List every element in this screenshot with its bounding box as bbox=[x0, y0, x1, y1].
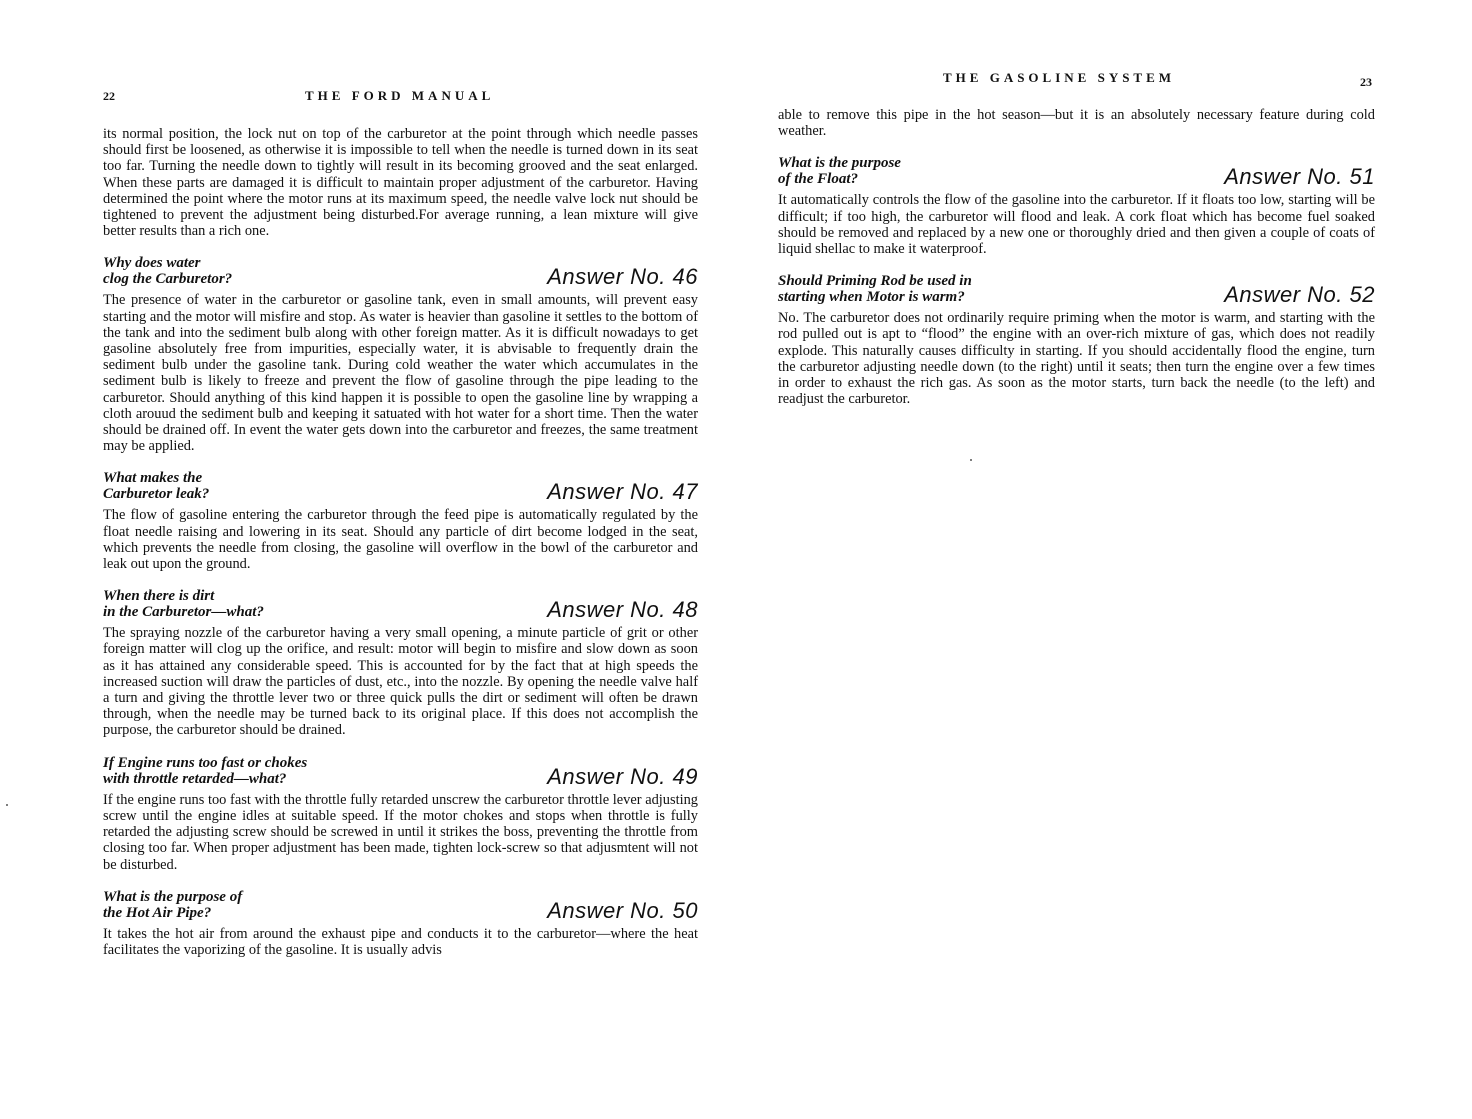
question: When there is dirt in the Carburetor—what? bbox=[103, 588, 264, 621]
answer-label: Answer No. 47 bbox=[547, 479, 698, 505]
left-text-column bbox=[103, 126, 698, 958]
page-number: 22 bbox=[103, 89, 115, 103]
qa-header bbox=[103, 255, 698, 289]
question: Why does water clog the Carburetor? bbox=[103, 255, 233, 288]
stray-mark bbox=[6, 804, 8, 806]
answer-text: The spraying nozzle of the carburetor having a very small opening, a minute particle of grit or other foreign matter will clog up the orifice, and result: motor will begin to misfire and slow down as soon as it has attained any considerable speed. This is accounted for by the fact that at high speeds the increased suction will draw the particles of dust, etc., into the nozzle. By opening the needle valve half a turn and giving the throttle lever two or three quick pulls the dirt or sediment will often be drawn through, when the needle may be turned back to its original place. If this does not accomplish the purpose, the carburetor should be drained. bbox=[103, 625, 698, 739]
qa-header bbox=[103, 588, 698, 622]
right-page bbox=[736, 0, 1472, 1119]
answer-text: The presence of water in the carburetor or gasoline tank, even in small amounts, will prevent easy starting and the motor will misfire and stop. As water is heavier than gasoline it settles to the bottom of the tank and into the sediment bulb along with other foreign matter. As it is difficult nowadays to get gasoline absolutely free from impurities, especially water, it is abvisable to frequently drain the sediment bulb under the gasoline tank. During cold weather the water which accumulates in the sediment bulb is likely to freeze and prevent the flow of gasoline through the pipe leading to the carburetor. Should anything of this kind happen it is possible to open the gasoline line by wrapping a cloth arouud the sediment bulb and keeping it satuated with hot water for a short time. Then the water should be drained off. In event the water gets down into the carburetor and freezes, the same treatment may be applied. bbox=[103, 292, 698, 455]
question: What makes the Carburetor leak? bbox=[103, 470, 210, 503]
stray-mark bbox=[970, 459, 972, 461]
continued-paragraph: its normal position, the lock nut on top of the carburetor at the point through which needle passes should first be loosened, as otherwise it is impossible to tell when the needle is turned down in its seat too far. Turning the needle down to tightly will result in its becoming grooved and the seat enlarged. When these parts are damaged it is difficult to maintain proper adjustment of the carburetor. Having determined the point where the motor runs at its maximum speed, the needle valve lock nut should be tightened to prevent the adjustment being disturbed.For average running, a lean mixture will give better results than a rich one. bbox=[103, 126, 698, 240]
question: What is the purpose of the Hot Air Pipe? bbox=[103, 888, 243, 921]
answer-text: It automatically controls the flow of the gasoline into the carburetor. If it floats too low, starting will be difficult; if too high, the carburetor will flood and leak. A cork float which has become fuel soaked should be removed and replaced by a new one or thoroughly dried and then given a couple of coats of liquid shellac to make it waterproof. bbox=[778, 192, 1375, 258]
question: Should Priming Rod be used in starting when Motor is warm? bbox=[778, 273, 972, 306]
qa-block-49 bbox=[103, 755, 698, 873]
answer-text: The flow of gasoline entering the carburetor through the feed pipe is automatically regulated by the float needle raising and lowering in its seat. Should any particle of dirt become lodged in the seat, which prevents the needle from closing, the gasoline will overflow in the bowl of the carburetor and leak out upon the ground. bbox=[103, 507, 698, 573]
qa-block-50 bbox=[103, 889, 698, 958]
running-head: THE FORD MANUAL bbox=[305, 88, 495, 103]
answer-label: Answer No. 49 bbox=[547, 763, 698, 789]
running-head: THE GASOLINE SYSTEM bbox=[943, 70, 1176, 85]
answer-text: No. The carburetor does not ordinarily require priming when the motor is warm, and starting with the rod pulled out is apt to “flood” the engine with an over-rich mixture of gas, which does not readily explode. This naturally causes difficulty in starting. If you should accidentally flood the engine, turn the carburetor adjusting needle down (to the right) until it seats; then turn the engine over a few times in order to exhaust the rich gas. As soon as the motor starts, turn back the needle (to the left) and readjust the carburetor. bbox=[778, 310, 1375, 408]
answer-text: If the engine runs too fast with the throttle fully retarded unscrew the carburetor throttle lever adjusting screw until the engine idles at suitable speed. If the motor chokes and stops when throttle is fully retarded the adjusting screw should be screwed in until it strikes the boss, preventing the throttle from closing too far. When proper adjustment has been made, tighten lock-screw so that adjusmtent will not be disturbed. bbox=[103, 791, 698, 873]
right-text-column bbox=[778, 107, 1375, 407]
answer-label: Answer No. 46 bbox=[547, 264, 698, 290]
page-number: 23 bbox=[1360, 75, 1372, 89]
qa-header bbox=[103, 755, 698, 789]
qa-block-46 bbox=[103, 255, 698, 454]
answer-label: Answer No. 51 bbox=[1224, 164, 1375, 190]
continued-paragraph: able to remove this pipe in the hot season—but it is an absolutely necessary feature during cold weather. bbox=[778, 107, 1375, 140]
qa-block-47 bbox=[103, 470, 698, 572]
qa-header bbox=[103, 470, 698, 504]
answer-label: Answer No. 50 bbox=[547, 897, 698, 923]
question: What is the purpose of the Float? bbox=[778, 155, 901, 188]
qa-header bbox=[778, 155, 1375, 189]
answer-label: Answer No. 52 bbox=[1224, 282, 1375, 308]
qa-header bbox=[103, 889, 698, 923]
answer-text: It takes the hot air from around the exhaust pipe and conducts it to the carburetor—where the heat facilitates the vaporizing of the gasoline. It is usually advis bbox=[103, 925, 698, 958]
answer-label: Answer No. 48 bbox=[547, 597, 698, 623]
qa-block-51 bbox=[778, 155, 1375, 257]
qa-header bbox=[778, 273, 1375, 307]
qa-block-52 bbox=[778, 273, 1375, 407]
question: If Engine runs too fast or chokes with throttle retarded—what? bbox=[103, 754, 308, 787]
qa-block-48 bbox=[103, 588, 698, 738]
